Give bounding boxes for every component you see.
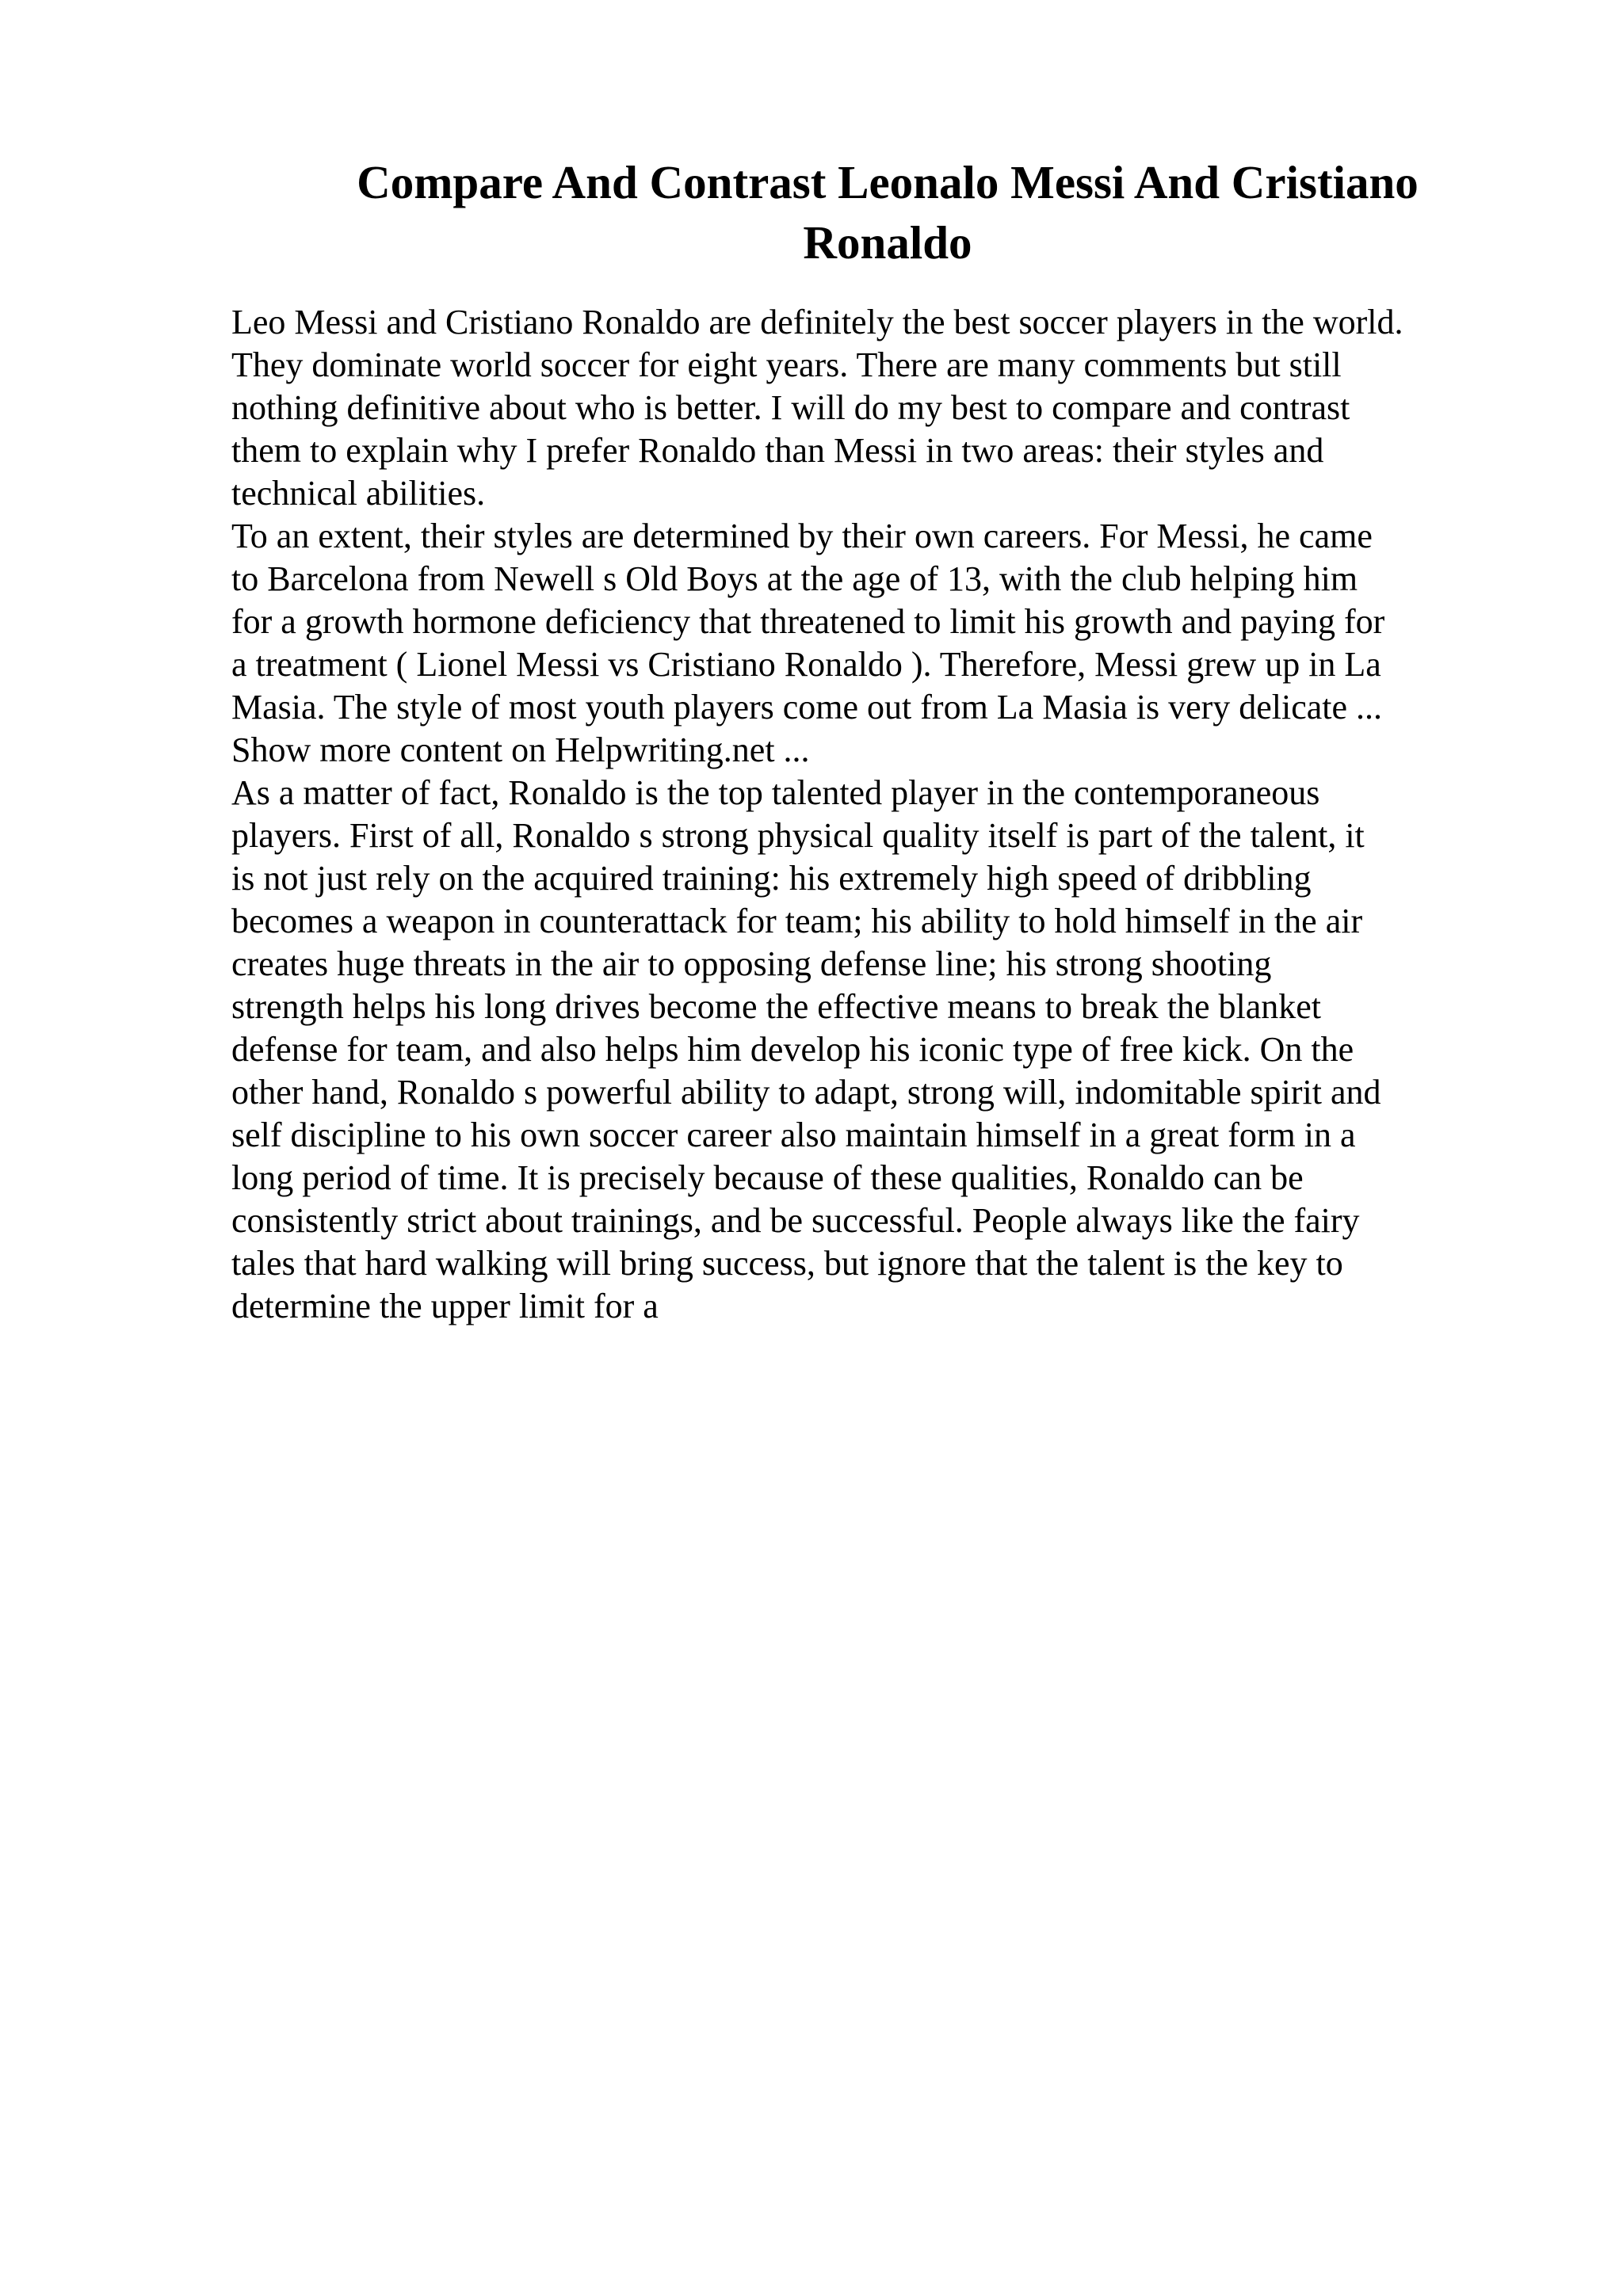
text-line: creates huge threats in the air to opposing defense line; his strong shooting [231,944,1272,983]
text-line: Leo Messi and Cristiano Ronaldo are definitely the best soccer players in the world. [231,303,1403,341]
text-line: They dominate world soccer for eight years. There are many comments but still [231,345,1342,384]
text-line: becomes a weapon in counterattack for team; his ability to hold himself in the air [231,902,1363,940]
text-line: nothing definitive about who is better. I will do my best to compare and contrast [231,388,1350,427]
text-line: determine the upper limit for a [231,1287,659,1325]
text-line: them to explain why I prefer Ronaldo than Messi in two areas: their styles and [231,431,1324,470]
title-line: Compare And Contrast Leonalo Messi And Cristiano [357,156,1419,208]
text-line: self discipline to his own soccer career also maintain himself in a great form in a [231,1116,1356,1154]
text-line: players. First of all, Ronaldo s strong physical quality itself is part of the talent, it [231,816,1365,855]
text-line: strength helps his long drives become the effective means to break the blanket [231,987,1321,1026]
text-line: to Barcelona from Newell s Old Boys at the age of 13, with the club helping him [231,559,1358,598]
text-line: To an extent, their styles are determined by their own careers. For Messi, he came [231,517,1373,555]
text-line: Masia. The style of most youth players come out from La Masia is very delicate ... [231,688,1383,727]
text-line: a treatment ( Lionel Messi vs Cristiano Ronaldo ). Therefore, Messi grew up in La [231,645,1381,684]
paragraph-intro [231,301,1515,515]
text-line: consistently strict about trainings, and be successful. People always like the fairy [231,1201,1360,1240]
show-more-line: Show more content on Helpwriting.net ... [231,730,810,769]
text-line: technical abilities. [231,474,486,513]
text-line: As a matter of fact, Ronaldo is the top talented player in the contemporaneous [231,773,1320,812]
text-line: tales that hard walking will bring success, but ignore that the talent is the key to [231,1244,1343,1283]
text-line: is not just rely on the acquired training: his extremely high speed of dribbling [231,859,1312,898]
title-line: Ronaldo [803,216,972,269]
paragraph-talent [231,772,1515,1328]
text-line: long period of time. It is precisely because of these qualities, Ronaldo can be [231,1158,1304,1197]
text-line: defense for team, and also helps him develop his iconic type of free kick. On the [231,1030,1354,1069]
document-body [231,301,1515,1328]
text-line: other hand, Ronaldo s powerful ability to adapt, strong will, indomitable spirit and [231,1073,1381,1112]
document-title [301,152,1474,273]
paragraph-styles [231,515,1515,772]
text-line: for a growth hormone deficiency that threatened to limit his growth and paying for [231,602,1385,641]
